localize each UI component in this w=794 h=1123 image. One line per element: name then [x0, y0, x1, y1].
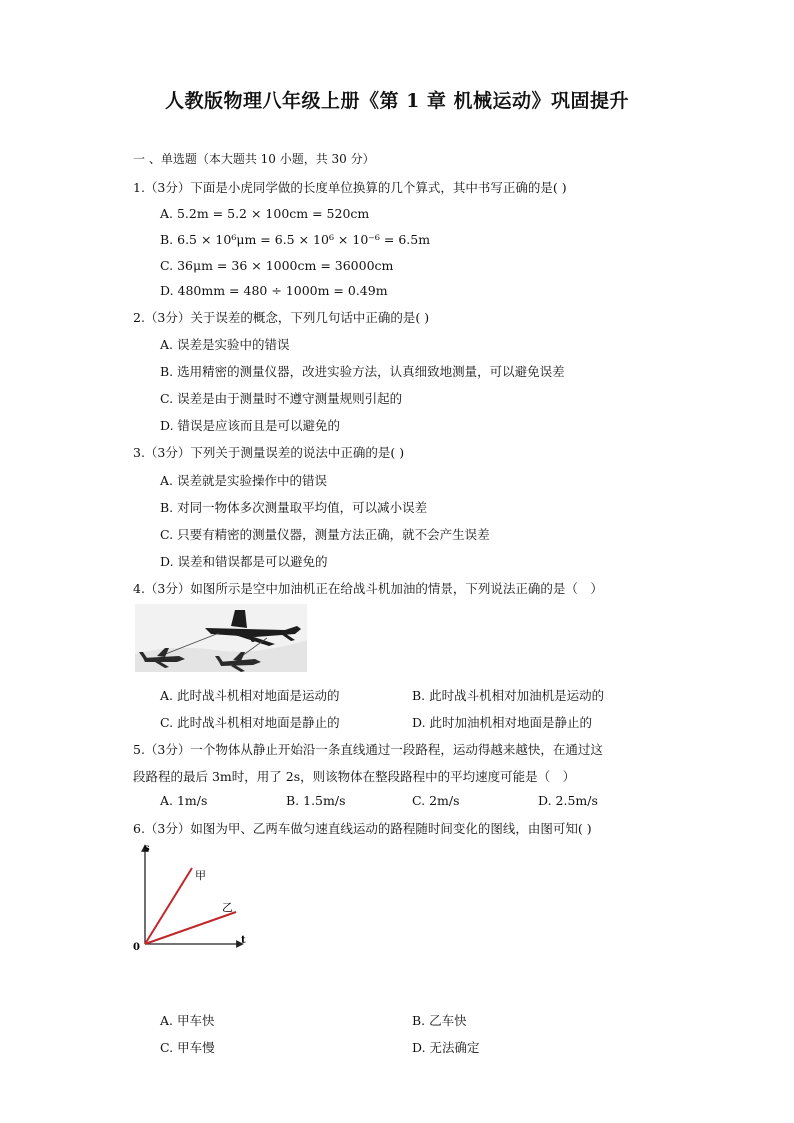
question-4-option-c: C. 此时战斗机相对地面是静止的	[160, 715, 340, 730]
question-1-option-b: B. 6.5 × 10⁶μm = 6.5 × 10⁶ × 10⁻⁶ = 6.5m	[160, 232, 431, 247]
question-6-option-d: D. 无法确定	[412, 1040, 480, 1055]
question-5-option-c: C. 2m/s	[412, 793, 460, 808]
line-jia	[145, 868, 192, 944]
line-jia-label: 甲	[195, 869, 206, 882]
s-axis-label: s	[144, 843, 150, 854]
question-2-option-b: B. 选用精密的测量仪器，改进实验方法，认真细致地测量，可以避免误差	[160, 364, 565, 379]
question-1-option-d: D. 480mm = 480 ÷ 1000m = 0.49m	[160, 283, 388, 298]
question-1-option-a: A. 5.2m = 5.2 × 100cm = 520cm	[160, 206, 370, 221]
t-axis-label: t	[241, 935, 246, 946]
question-4-option-a: A. 此时战斗机相对地面是运动的	[160, 688, 340, 703]
question-5-stem-line-1: 5.（3分）一个物体从静止开始沿一条直线通过一段路程，运动得越来越快，在通过这	[133, 742, 603, 757]
origin-label: 0	[133, 942, 140, 953]
question-3-stem: 3.（3分）下列关于测量误差的说法中正确的是( )	[133, 445, 405, 460]
question-5-option-a: A. 1m/s	[160, 793, 208, 808]
question-3-option-c: C. 只要有精密的测量仪器，测量方法正确，就不会产生误差	[160, 527, 490, 542]
question-3-option-d: D. 误差和错误都是可以避免的	[160, 554, 328, 569]
document-title: 人教版物理八年级上册《第 1 章 机械运动》巩固提升	[164, 90, 630, 112]
question-4-stem: 4.（3分）如图所示是空中加油机正在给战斗机加油的情景，下列说法正确的是（ ）	[133, 581, 603, 596]
section-heading: 一 、单选题（本大题共 10 小题，共 30 分）	[133, 152, 375, 166]
question-5-stem-line-2: 段路程的最后 3m时，用了 2s，则该物体在整段路程中的平均速度可能是（ ）	[133, 769, 576, 784]
question-1-stem: 1.（3分）下面是小虎同学做的长度单位换算的几个算式，其中书写正确的是( )	[133, 180, 567, 195]
question-4-option-d: D. 此时加油机相对地面是静止的	[412, 715, 593, 730]
distance-time-graph	[130, 838, 252, 956]
question-3-option-b: B. 对同一物体多次测量取平均值，可以减小误差	[160, 500, 428, 515]
question-1-option-c: C. 36μm = 36 × 1000cm = 36000cm	[160, 258, 394, 273]
line-yi	[145, 912, 236, 944]
question-6-option-a: A. 甲车快	[160, 1013, 215, 1028]
refueling-aircraft-image	[135, 604, 307, 672]
line-yi-label: 乙	[222, 901, 233, 914]
question-2-option-a: A. 误差是实验中的错误	[160, 337, 290, 352]
question-6-stem: 6.（3分）如图为甲、乙两车做匀速直线运动的路程随时间变化的图线，由图可知( )	[133, 821, 592, 836]
question-3-option-a: A. 误差就是实验操作中的错误	[160, 473, 327, 488]
question-2-option-c: C. 误差是由于测量时不遵守测量规则引起的	[160, 391, 403, 406]
question-2-option-d: D. 错误是应该而且是可以避免的	[160, 418, 341, 433]
question-6-option-b: B. 乙车快	[412, 1013, 467, 1028]
question-5-option-d: D. 2.5m/s	[538, 793, 598, 808]
question-5-option-b: B. 1.5m/s	[286, 793, 346, 808]
question-6-option-c: C. 甲车慢	[160, 1040, 215, 1055]
question-4-option-b: B. 此时战斗机相对加油机是运动的	[412, 688, 605, 703]
question-2-stem: 2.（3分）关于误差的概念，下列几句话中正确的是( )	[133, 310, 430, 325]
